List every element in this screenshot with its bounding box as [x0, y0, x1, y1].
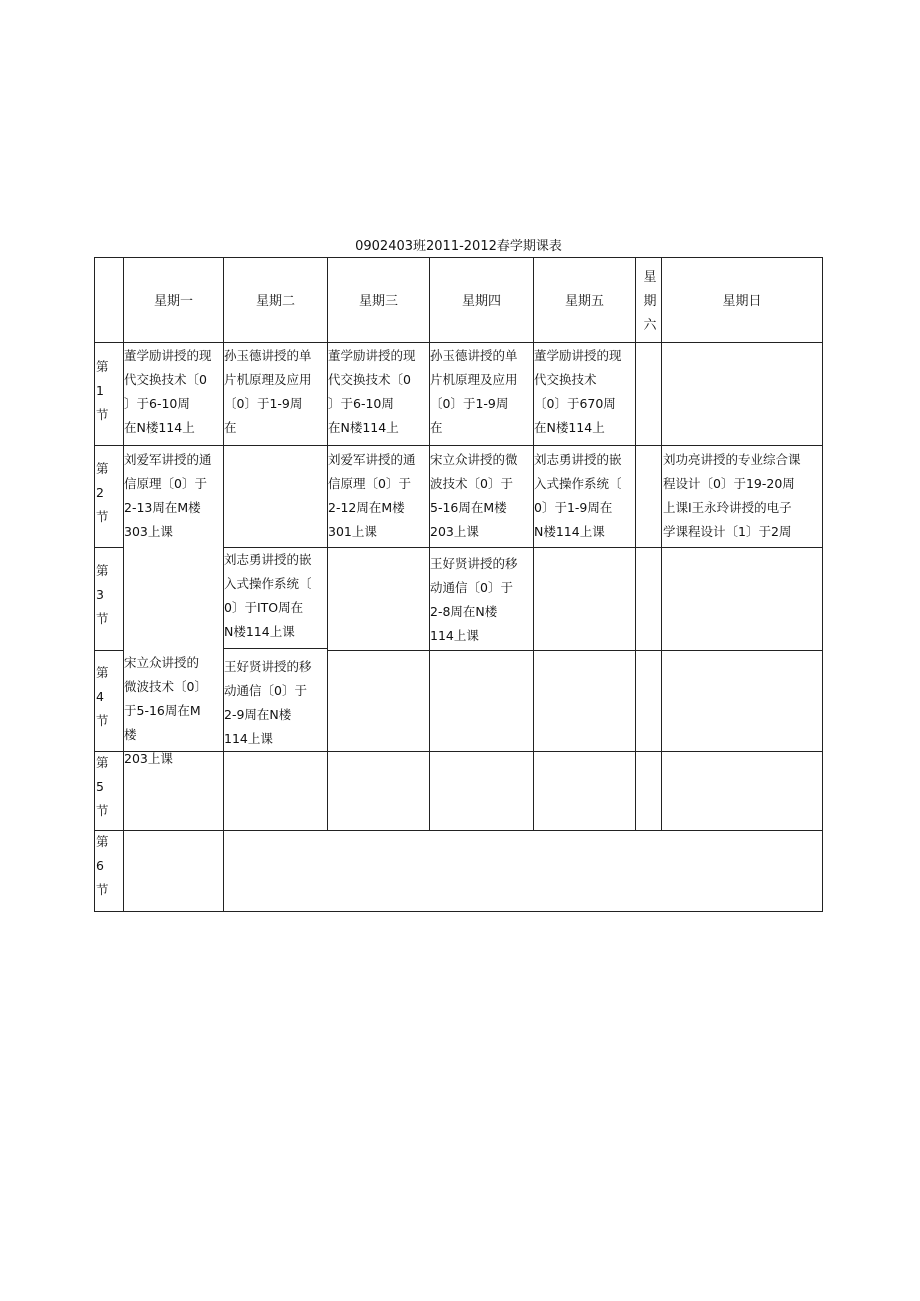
header-friday: 星期五: [564, 294, 604, 309]
table-border-bottom: [94, 911, 823, 912]
course-cell-s2-sunday: 刘功亮讲授的专业综合课 程设计〔0〕于19-20周 上课I王永玲讲授的电子 学课程设计〔1〕于2周: [663, 452, 801, 539]
course-cell-s3-thursday: 王好贤讲授的移 动通信〔0〕于 2-8周在N楼 114上课: [430, 556, 518, 643]
header-saturday: 星期六: [643, 270, 657, 333]
section-label-1: 第 1 节: [96, 359, 109, 422]
course-cell-s2-friday: 刘志勇讲授的嵌 入式操作系统〔 0〕于1-9周在 N楼114上课: [534, 452, 622, 539]
course-cell-s3-4-monday: 宋立众讲授的 微波技术〔0〕 于5-16周在M 楼 203上课: [124, 655, 207, 766]
section-label-5: 第 5 节: [96, 755, 109, 818]
header-tuesday: 星期二: [255, 294, 295, 309]
header-wednesday: 星期三: [358, 294, 398, 309]
section-label-3: 第 3 节: [96, 563, 109, 626]
course-cell-s2-wednesday: 刘爱军讲授的通 信原理〔0〕于 2-12周在M楼 301上课: [328, 452, 416, 539]
table-border-right: [822, 257, 823, 912]
col-divider: [661, 257, 662, 831]
course-cell-s1-monday: 董学励讲授的现 代交换技术〔0 〕于6-10周 在N楼114上: [124, 348, 212, 435]
table-border-top: [94, 257, 823, 258]
course-cell-s1-thursday: 孙玉德讲授的单 片机原理及应用 〔0〕于1-9周 在: [430, 348, 518, 435]
row-divider: [94, 830, 823, 831]
course-cell-s1-friday: 董学励讲授的现 代交换技术 〔0〕于670周 在N楼114上: [534, 348, 622, 435]
course-cell-s1-wednesday: 董学励讲授的现 代交换技术〔0 〕于6-10周 在N楼114上: [328, 348, 416, 435]
section-label-4: 第 4 节: [96, 665, 109, 728]
col-divider: [635, 257, 636, 831]
row-divider: [327, 650, 823, 651]
row-divider: [94, 445, 823, 446]
header-thursday: 星期四: [461, 294, 501, 309]
row-divider: [94, 547, 124, 548]
row-divider: [94, 650, 124, 651]
course-cell-s1-tuesday: 孙玉德讲授的单 片机原理及应用 〔0〕于1-9周 在: [224, 348, 312, 435]
header-sunday: 星期日: [722, 294, 762, 309]
course-cell-s3-tuesday: 刘志勇讲授的嵌 入式操作系统〔 0〕于ITO周在 N楼114上课: [224, 548, 327, 649]
course-cell-s4-tuesday: 王好贤讲授的移 动通信〔0〕于 2-9周在N楼 114上课: [224, 659, 312, 746]
section-label-2: 第 2 节: [96, 461, 109, 524]
course-cell-s2-thursday: 宋立众讲授的微 波技术〔0〕于 5-16周在M楼 203上课: [430, 452, 518, 539]
row-divider: [94, 342, 823, 343]
header-monday: 星期一: [153, 294, 193, 309]
section-label-6: 第 6 节: [96, 834, 109, 897]
page-title: 0902403班2011-2012春学期课表: [355, 239, 562, 254]
course-cell-s2-monday: 刘爱军讲授的通 信原理〔0〕于 2-13周在M楼 303上课: [124, 452, 212, 539]
table-border-left: [94, 257, 95, 912]
